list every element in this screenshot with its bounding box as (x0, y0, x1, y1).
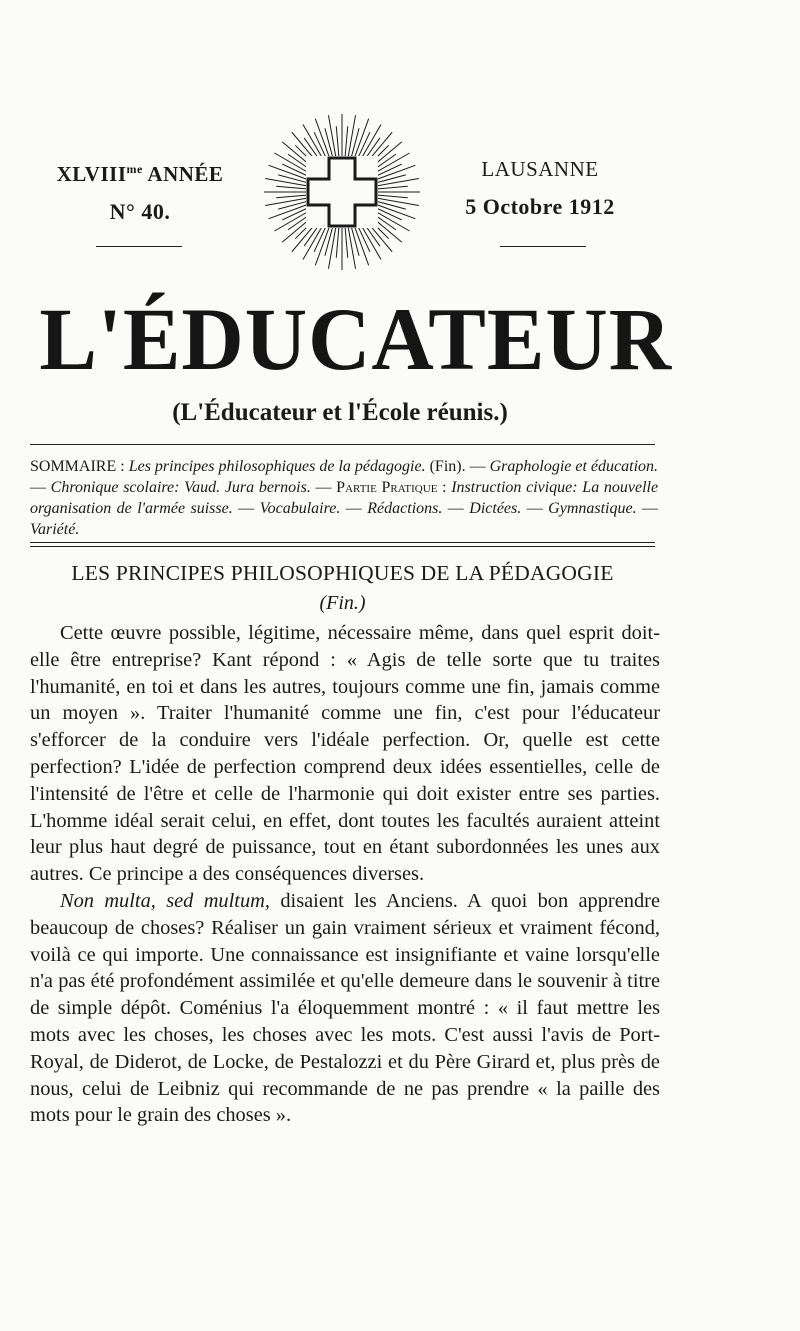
sommaire-item: Instruction civique (451, 479, 573, 496)
partie-pratique-label: Partie Pratique : (336, 479, 447, 496)
sommaire-item: Gymnastique. (548, 500, 637, 517)
rule-above-sommaire (30, 444, 655, 445)
city: LAUSANNE (481, 157, 599, 181)
sommaire-item: Les principes philosophiques de la pédagogie. (128, 458, 426, 475)
masthead-subtitle: (L'Éducateur et l'École réunis.) (172, 399, 508, 426)
sommaire-label: SOMMAIRE : (30, 458, 125, 475)
sommaire-item: Vaud. Jura bernois. (184, 479, 311, 496)
sunburst-ray (376, 186, 408, 189)
article-subtitle: (Fin.) (319, 592, 366, 614)
paragraph: Cette œuvre possible, légitime, nécessaire même, dans quel esprit doit-elle être entreprise? Kant répond : « Agis de telle sorte que tu traites l'humanité, en toi et dans les autres, toujours comme une fin, jamais comme un moyen ». Traiter l'humanité comme une fin, c'est pour l'éducateur s'efforcer de la conduire vers l'idéale perfection. Or, quelle est cette perfection? L'idée de perfection comprend deux idées essentielles, celle de l'intensité de l'être et celle de l'harmonie qui doit exister entre ses parties. L'homme idéal serait celui, en effet, dont toutes les facultés auraient atteint leur plus haut degré de puissance, tout en étant subordonnées les unes aux autres. Ce principe a des conséquences diverses. (30, 622, 660, 886)
sunburst-ray (328, 115, 336, 158)
sunburst-ray (265, 198, 308, 206)
sommaire-item: Graphologie et éducation. (489, 458, 659, 475)
latin-quote: Non multa, sed multum, (60, 889, 270, 912)
issue-number: N° 40. (109, 199, 171, 224)
year-line (40, 150, 240, 193)
year-roman: XLVIII (56, 162, 127, 186)
header-rule-right (500, 246, 586, 247)
sunburst-ray (276, 186, 308, 189)
year-word: ANNÉE (147, 162, 224, 186)
sunburst-ray (375, 178, 418, 186)
paragraph-text: disaient les Anciens. A quoi bon apprendre beaucoup de choses? Réaliser un gain vraiment sérieux et vraiment fécond, voilà ce qui importe. Une connaissance est insignifiante et vaine lorsqu'elle n'a pas été profondément assimilée et qu'elle demeure dans le souvenir à titre de simple dépôt. Coménius l'a éloquemment montré : « il faut mettre les mots avec les choses, les choses avec les mots. C'est aussi l'avis de Port-Royal, de Diderot, de Locke, de Pestalozzi et du Père Girard et, plus près de nous, celui de Leibniz qui recommande de ne pas prendre « la paille des mots pour le grain des choses ». (30, 889, 660, 1127)
sommaire-item: Dictées. (469, 500, 522, 517)
sommaire-item: Rédactions. (367, 500, 443, 517)
article-title: LES PRINCIPES PHILOSOPHIQUES DE LA PÉDAGOGIE (71, 561, 614, 585)
article-body (30, 620, 660, 1129)
sunburst-ray (345, 126, 348, 158)
sunburst-ray (375, 198, 418, 206)
year-superscript: me (126, 162, 143, 176)
sunburst-ray (336, 126, 339, 158)
sunburst-ray (376, 195, 408, 198)
sommaire-item: Chronique scolaire (50, 479, 175, 496)
sunburst-ray (265, 178, 308, 186)
sommaire-item: Variété. (30, 521, 80, 538)
sunburst-ray (336, 226, 339, 258)
sommaire-item: Vocabulaire. (259, 500, 341, 517)
swiss-cross-sunburst-icon (262, 112, 422, 272)
sommaire: SOMMAIRE : Les principes philosophiques de la pédagogie. (Fin). — Graphologie et éducation. — Chronique scolaire: Vaud. Jura bernois. — Partie Pratique : Instruction civique: La nouvelle organisation de l'armée suisse. — Vocabulaire. — Rédactions. — Dictées. — Gymnastique. — Variété. (30, 458, 659, 538)
rule-below-sommaire (30, 542, 655, 547)
sunburst-ray (348, 115, 356, 158)
sommaire-note: (Fin). (429, 458, 466, 475)
sunburst-ray (328, 225, 336, 268)
paragraph (30, 888, 660, 1129)
sunburst-ray (348, 225, 356, 268)
sunburst-ray (345, 226, 348, 258)
issue-date: 5 Octobre 1912 (465, 194, 615, 219)
sunburst-ray (276, 195, 308, 198)
header-year-issue (40, 150, 240, 231)
header-rule-left (96, 246, 182, 247)
header-city-date (440, 150, 640, 226)
sommaire-item: La nouvelle organisation de l'armée suisse. (30, 479, 659, 517)
masthead-title: L'ÉDUCATEUR (39, 291, 673, 389)
